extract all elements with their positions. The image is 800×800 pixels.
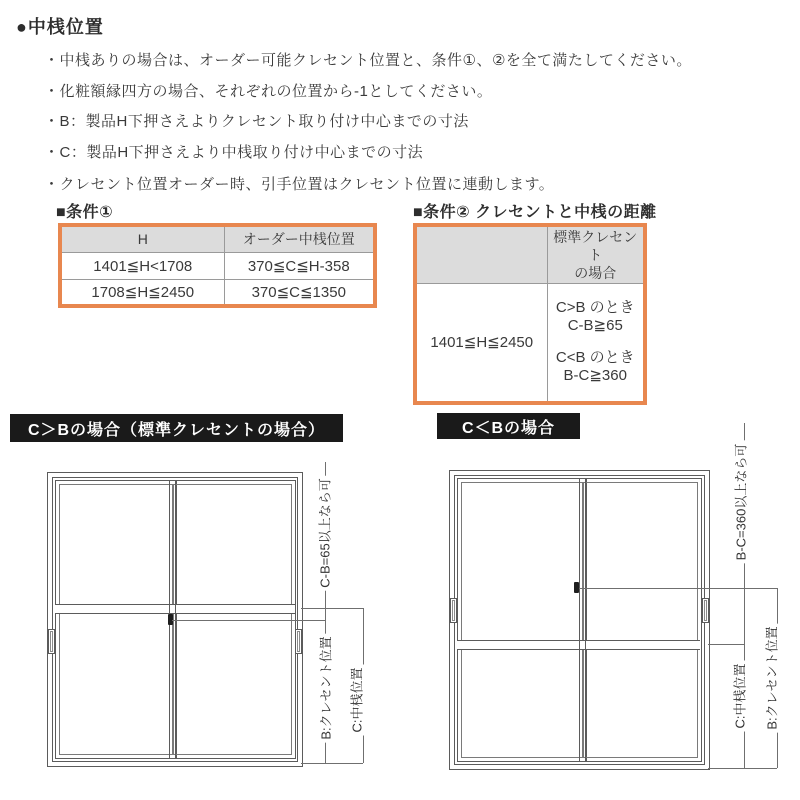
header-line: の場合 [574,265,617,281]
condition1-col-header-h: H [60,225,224,252]
extension-line-crescent [579,588,777,589]
extension-line-bottom [301,763,363,764]
page-title [16,13,104,39]
condition1-heading: ■条件① [56,204,114,221]
case-line: C-B≧65 [567,317,623,335]
pull-handle-right [295,629,302,654]
extension-line-rail [708,644,744,645]
condition2-range-cell: 1401≦H≦2450 [415,284,547,403]
extension-line-crescent [172,620,325,621]
pull-handle-inner [452,600,455,621]
condition2-heading: ■条件② クレセントと中桟の距離 [413,204,657,221]
label-rail-position: C:中桟位置 [350,664,365,735]
condition1-table [58,223,377,308]
header-line: 標準クレセント [553,229,638,263]
case-cgtb [549,299,643,335]
center-stile-line [175,480,176,758]
condition1-cell: 370≦C≦H-358 [224,252,375,279]
condition2-cases-cell [547,284,645,403]
label-crescent-position: B:クレセント位置 [319,633,334,742]
pull-handle-inner [50,631,53,652]
center-stile-line [585,478,586,761]
condition1-cell: 370≦C≦1350 [224,279,375,306]
pull-handle-left [48,629,55,654]
glass-right [583,482,698,758]
diagram-right-title-bar: C＜Bの場合 [437,413,580,439]
case-cltb [549,349,643,385]
condition2-col-header-standard [547,225,645,284]
bullet-circle-icon: ● [16,17,28,37]
case-line: C<B のとき [555,349,635,367]
condition2-table [413,223,647,405]
label-gap-bc: B-C=360以上なら可 [734,441,749,564]
note-item: ・B：製品H下押さえよりクレセント取り付け中心までの寸法 [44,113,469,130]
label-crescent-position: B:クレセント位置 [765,623,780,732]
note-item: ・中桟ありの場合は、オーダー可能クレセント位置と、条件①、②を全て満たしてください。 [44,52,692,69]
diagram-left-title-bar: C＞Bの場合（標準クレセントの場合） [10,414,343,442]
label-rail-position: C:中桟位置 [733,660,748,731]
case-line: C>B のとき [555,299,635,317]
condition2-col-header-empty [415,225,547,284]
extension-line-bottom [708,768,777,769]
label-gap-cb: C-B=65以上なら可 [318,475,333,590]
glass-left [461,482,583,758]
pull-handle-inner [704,600,707,621]
condition1-cell: 1401≦H<1708 [60,252,224,279]
note-item: ・化粧額縁四方の場合、それぞれの位置から-1としてください。 [44,83,493,100]
page-title-text: 中桟位置 [27,17,104,37]
condition1-col-header-order: オーダー中桟位置 [224,225,375,252]
center-stile-line [579,478,580,761]
extension-line-rail [301,608,363,609]
pull-handle-right [702,598,709,623]
condition1-cell: 1708≦H≦2450 [60,279,224,306]
pull-handle-inner [297,631,300,652]
note-item: ・C：製品H下押さえより中桟取り付け中心までの寸法 [44,144,424,161]
case-line: B-C≧360 [563,367,627,385]
glass-left [59,484,173,755]
note-item: ・クレセント位置オーダー時、引手位置はクレセント位置に連動します。 [44,176,555,193]
pull-handle-left [450,598,457,623]
